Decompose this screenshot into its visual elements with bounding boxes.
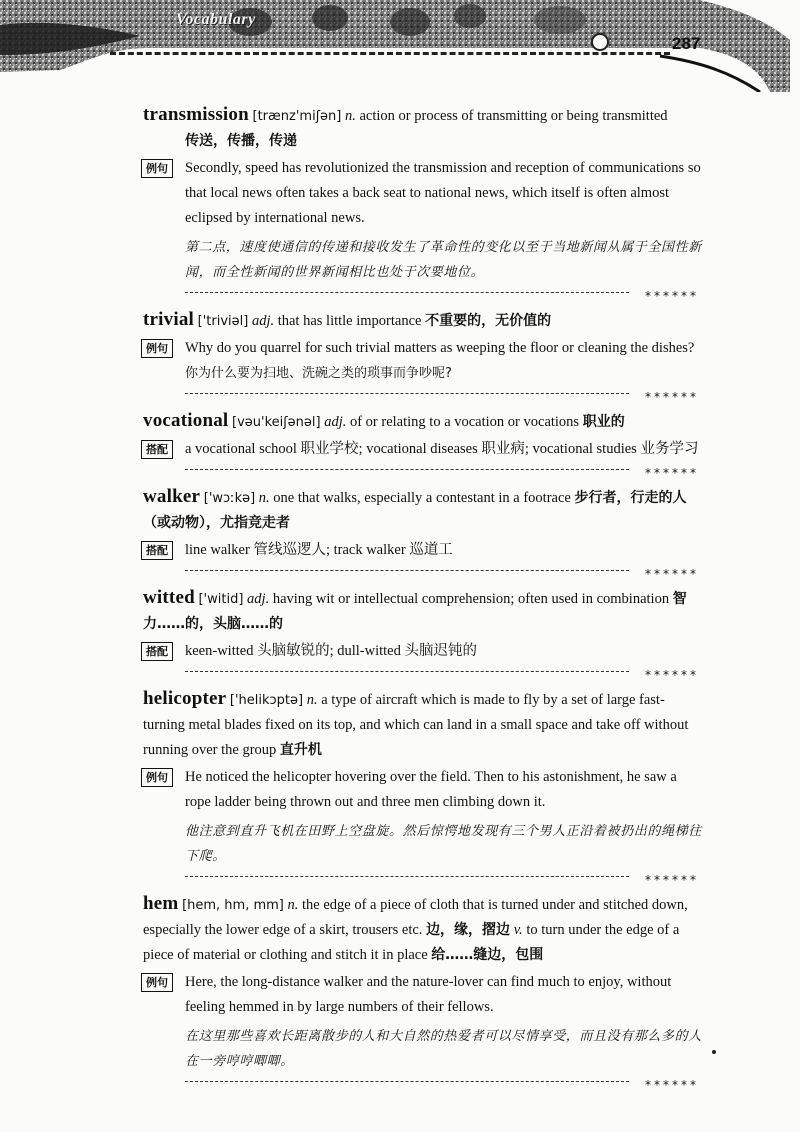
part-of-speech: n. [306, 692, 318, 708]
pronunciation: [vəu'keiʃənəl] [232, 415, 321, 430]
separator-stars: ****** [645, 289, 699, 303]
entry-witted [143, 585, 703, 664]
collocation-text: line walker 管线巡逻人; track walker 巡道工 [185, 542, 453, 558]
headword: transmission [143, 104, 249, 125]
scan-speck [712, 1050, 716, 1054]
chinese-definition: 直升机 [279, 742, 322, 758]
collocation-text: keen-witted 头脑敏锐的; dull-witted 头脑迟钝的 [185, 643, 477, 659]
chinese-definition: 职业的 [582, 414, 625, 430]
headword: witted [143, 587, 195, 608]
definition: the edge of a piece of cloth that is turned under and stitched down, especially the lower edge of a skirt, trousers etc. [143, 897, 688, 938]
example-translation: 他注意到直升飞机在田野上空盘旋。然后惊愕地发现有三个男人正沿着被扔出的绳梯往下爬。 [185, 824, 702, 864]
separator-stars: ****** [645, 873, 699, 887]
entry-transmission [143, 102, 703, 285]
chinese-definition-2: 给……缝边，包围 [431, 947, 544, 963]
collocation-block [143, 437, 703, 462]
headword: trivial [143, 309, 194, 330]
part-of-speech-2: v. [513, 922, 523, 938]
headword: helicopter [143, 688, 227, 709]
header-section-label: Vocabulary [176, 11, 256, 28]
definition: action or process of transmitting or being transmitted [359, 108, 668, 124]
headword: vocational [143, 410, 229, 431]
header-divider [110, 52, 670, 55]
entry-separator [143, 871, 703, 887]
entry-head [143, 307, 703, 334]
chinese-definition: 步行者，行走的人（或动物），尤指竞走者 [143, 490, 687, 531]
headword: hem [143, 893, 179, 914]
pronunciation: [trænz'miʃən] [252, 109, 342, 124]
collocation-tag: 搭配 [141, 642, 173, 661]
entry-separator [143, 666, 703, 682]
example-sentence: He noticed the helicopter hovering over the field. Then to his astonishment, he saw a rope ladder being thrown out and three men climbing down it. [185, 769, 677, 810]
entry-hem [143, 891, 703, 1074]
definition: of or relating to a vocation or vocations [349, 414, 580, 430]
part-of-speech: adj. [324, 414, 347, 430]
collocation-block [143, 538, 703, 563]
chinese-definition: 边，缘，摺边 [426, 922, 511, 938]
separator-stars: ****** [645, 466, 699, 480]
entry-head [143, 686, 703, 763]
definition: that has little importance [277, 313, 422, 329]
definition-2: to turn under the edge of a piece of material or clothing and stitch it in place [143, 922, 680, 963]
page-number: 287 [672, 34, 701, 53]
page-header [0, 0, 800, 92]
definition: one that walks, especially a contestant in a footrace [273, 490, 571, 506]
collocation-text: a vocational school 职业学校; vocational diseases 职业病; vocational studies 业务学习 [185, 441, 699, 457]
example-tag: 例句 [141, 159, 173, 178]
entry-separator [143, 287, 703, 303]
pronunciation: ['helikɔptə] [229, 693, 304, 708]
entry-head [143, 102, 703, 129]
entry-vocational [143, 408, 703, 462]
example-tag: 例句 [141, 768, 173, 787]
entry-walker [143, 484, 703, 563]
pronunciation: ['triviəl] [197, 314, 249, 329]
collocation-tag: 搭配 [141, 541, 173, 560]
entry-separator [143, 388, 703, 404]
example-translation: 在这里那些喜欢长距离散步的人和大自然的热爱者可以尽情享受，而且没有那么多的人在一旁哼哼唧唧。 [185, 1029, 702, 1069]
example-block [143, 156, 703, 285]
definition: having wit or intellectual comprehension; often used in combination [272, 591, 670, 607]
example-tag: 例句 [141, 973, 173, 992]
example-translation: 你为什么要为扫地、洗碗之类的琐事而争吵呢? [185, 366, 452, 381]
collocation-tag: 搭配 [141, 440, 173, 459]
part-of-speech: n. [287, 897, 299, 913]
example-sentence: Why do you quarrel for such trivial matters as weeping the floor or cleaning the dishes? [185, 340, 695, 356]
separator-stars: ****** [645, 1078, 699, 1092]
separator-stars: ****** [645, 390, 699, 404]
example-block [143, 765, 703, 869]
pronunciation: [hem, hm, mm] [182, 898, 284, 913]
separator-stars: ****** [645, 567, 699, 581]
pronunciation: ['wɔːkə] [203, 491, 256, 506]
example-translation: 第二点，速度使通信的传递和接收发生了革命性的变化以至于当地新闻从属于全国性新闻，而全性新闻的世界新闻相比也处于次要地位。 [185, 240, 702, 280]
separator-stars: ****** [645, 668, 699, 682]
headword: walker [143, 486, 201, 507]
entry-separator [143, 1076, 703, 1092]
collocation-block [143, 639, 703, 664]
part-of-speech: adj. [251, 313, 275, 329]
chinese-definition: 智力……的，头脑……的 [143, 591, 687, 632]
part-of-speech: n. [258, 490, 270, 506]
entry-separator [143, 565, 703, 581]
pronunciation: ['witid] [198, 592, 244, 607]
entry-trivial [143, 307, 703, 386]
example-block [143, 336, 703, 386]
part-of-speech: n. [345, 108, 356, 124]
entry-head [143, 585, 703, 637]
chinese-definition: 不重要的，无价值的 [425, 313, 552, 329]
entry-head [143, 891, 703, 968]
entry-head [143, 408, 703, 435]
example-sentence: Here, the long-distance walker and the nature-lover can find much to enjoy, without feeling hemmed in by large numbers of their fellows. [185, 974, 672, 1015]
chinese-definition: 传送，传播，传递 [185, 133, 297, 149]
entry-helicopter [143, 686, 703, 869]
entry-separator [143, 464, 703, 480]
example-sentence: Secondly, speed has revolutionized the transmission and reception of communications so that local news often takes a back seat to national news, which itself is often almost eclipsed by international news. [185, 160, 701, 226]
entry-head [143, 484, 703, 536]
example-block [143, 970, 703, 1074]
part-of-speech: adj. [247, 591, 270, 607]
vocabulary-list [143, 102, 703, 1096]
definition: a type of aircraft which is made to fly by a set of large fast-turning metal blades fixed on its top, and which can land in a small space and take off without running over the group [143, 692, 689, 758]
example-tag: 例句 [141, 339, 173, 358]
